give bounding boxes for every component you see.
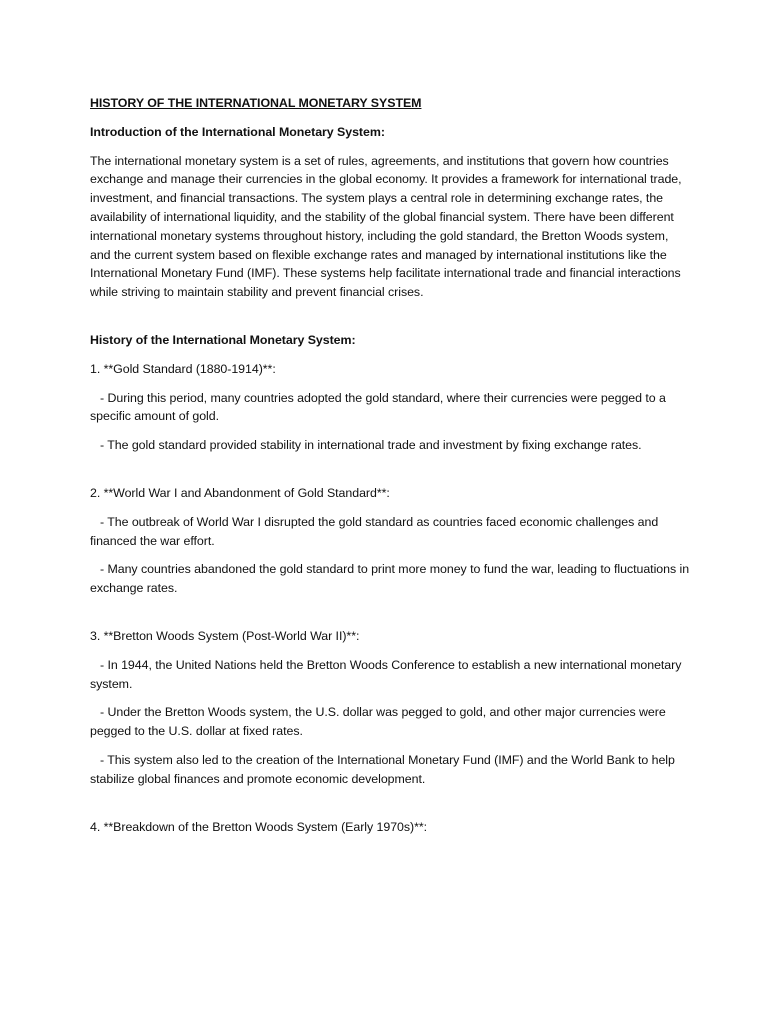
section-3	[90, 627, 690, 789]
history-heading: History of the International Monetary System:	[90, 332, 356, 347]
bullet-item: - In 1944, the United Nations held the Bretton Woods Conference to establish a new international monetary system.	[90, 657, 682, 691]
section-1	[90, 360, 690, 455]
intro-paragraph: The international monetary system is a set of rules, agreements, and institutions that govern how countries exchange and manage their currencies in the global economy. It provides a framework for international trade, investment, and financial transactions. The system plays a central role in determining exchange rates, the availability of international liquidity, and the stability of the global financial system. There have been different international monetary systems throughout history, including the gold standard, the Bretton Woods system, and the current system based on flexible exchange rates and managed by international institutions like the International Monetary Fund (IMF). These systems help facilitate international trade and financial interactions while striving to maintain stability and prevent financial crises.	[90, 153, 682, 300]
spacer	[90, 312, 690, 331]
bullet-item: - This system also led to the creation of the International Monetary Fund (IMF) and the World Bank to help stabilize global finances and promote economic development.	[90, 752, 675, 786]
spacer	[90, 608, 690, 627]
bullet-item: - Under the Bretton Woods system, the U.S. dollar was pegged to gold, and other major currencies were pegged to the U.S. dollar at fixed rates.	[90, 705, 666, 739]
document-page	[90, 94, 690, 846]
bullet-item: - The gold standard provided stability in international trade and investment by fixing exchange rates.	[100, 438, 642, 453]
bullet-item: - The outbreak of World War I disrupted the gold standard as countries faced economic challenges and financed the war effort.	[90, 514, 659, 548]
section-heading: 3. **Bretton Woods System (Post-World War II)**:	[90, 628, 360, 643]
section-heading: 1. **Gold Standard (1880-1914)**:	[90, 361, 276, 376]
section-heading: 4. **Breakdown of the Bretton Woods System (Early 1970s)**:	[90, 819, 428, 834]
section-2	[90, 484, 690, 598]
document-title: HISTORY OF THE INTERNATIONAL MONETARY SYSTEM	[90, 96, 422, 110]
spacer	[90, 799, 690, 818]
intro-heading: Introduction of the International Monetary System:	[90, 124, 385, 139]
spacer	[90, 465, 690, 484]
bullet-item: - Many countries abandoned the gold standard to print more money to fund the war, leading to fluctuations in exchange rates.	[90, 562, 690, 596]
section-4	[90, 818, 690, 837]
section-heading: 2. **World War I and Abandonment of Gold Standard**:	[90, 485, 390, 500]
bullet-item: - During this period, many countries adopted the gold standard, where their currencies were pegged to a specific amount of gold.	[90, 390, 666, 424]
